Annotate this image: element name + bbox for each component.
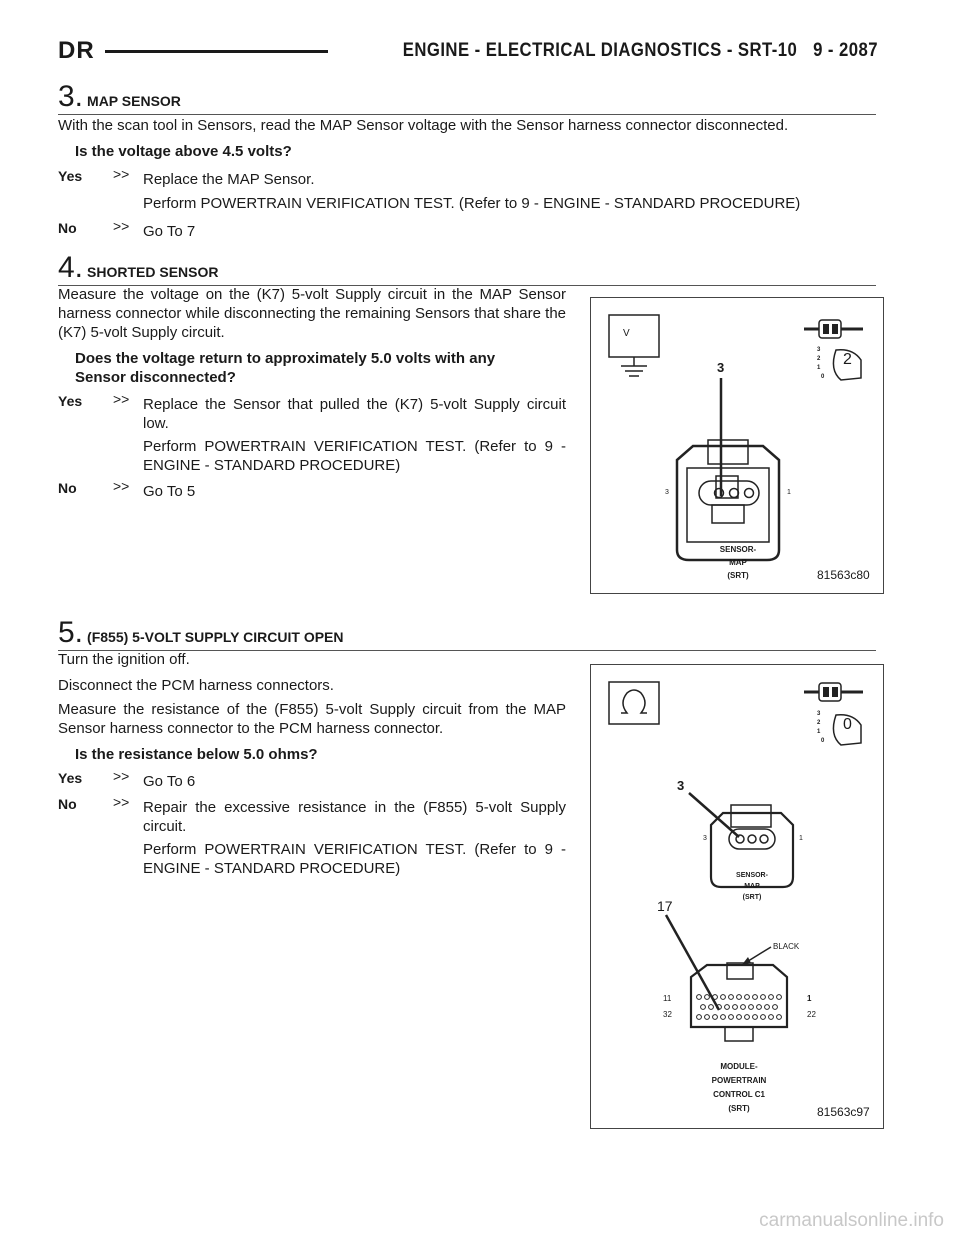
voltmeter-icon: [609, 315, 659, 357]
pcm-label: MODULE- POWERTRAIN CONTROL C1 (SRT): [711, 1062, 767, 1113]
dial-tick-1: 1: [817, 729, 821, 735]
step-5-no-key: No: [58, 796, 77, 812]
step-3-question: Is the voltage above 4.5 volts?: [75, 143, 292, 160]
figure-map-sensor-voltage: [590, 297, 884, 594]
step-4-yes-key: Yes: [58, 393, 83, 409]
wire-color-label: BLACK: [773, 942, 800, 951]
dial-value: 2: [843, 351, 852, 368]
step-3-body: With the scan tool in Sensors, read the MAP Sensor voltage with the Sensor harness connector disconnected.: [58, 117, 789, 134]
pcm-pin-1: 1: [807, 994, 812, 1003]
pin-callout: 3: [717, 360, 725, 375]
dial-tick-3: 3: [817, 711, 821, 717]
dial-tick-2: 2: [817, 356, 821, 362]
step-5-question: Is the resistance below 5.0 ohms?: [75, 746, 318, 763]
step-3-yes-line2: Perform POWERTRAIN VERIFICATION TEST. (Refer to 9 - ENGINE - STANDARD PROCEDURE): [143, 195, 801, 212]
watermark: carmanualsonline.info: [759, 1210, 944, 1231]
step-4-no-line1: Go To 5: [143, 483, 196, 500]
step-4-no-key: No: [58, 480, 77, 496]
dial-value: 0: [843, 716, 852, 733]
pin-callout-sensor: 3: [677, 778, 685, 793]
dial-tick-2: 2: [817, 720, 821, 726]
pin-callout-pcm: 17: [657, 898, 673, 914]
step-3-no-line1: Go To 7: [143, 223, 196, 240]
step-3-no-key: No: [58, 220, 77, 236]
ohm-symbol-icon: [621, 690, 647, 713]
figure-code: 81563c97: [817, 1105, 870, 1119]
pin-label-left: 3: [665, 489, 669, 496]
figure-pcm-resistance: [590, 664, 884, 1129]
step-4-question-line2: Sensor disconnected?: [75, 369, 236, 386]
ignition-key-icon: [804, 683, 863, 701]
dial-tick-3: 3: [817, 347, 821, 353]
arrow: >>: [113, 794, 130, 810]
arrow: >>: [113, 768, 130, 784]
sensor-label: SENSOR- MAP (SRT): [719, 545, 757, 580]
header-title: ENGINE - ELECTRICAL DIAGNOSTICS - SRT-10 9 - 2087: [402, 40, 878, 61]
arrow: >>: [113, 166, 130, 182]
sensor-label: SENSOR- MAP (SRT): [736, 872, 768, 901]
pcm-pin-32: 32: [663, 1010, 672, 1019]
map-sensor-connector-icon: [677, 440, 779, 560]
dial-tick-0: 0: [821, 374, 825, 380]
arrow: >>: [113, 391, 130, 407]
step-5-body-3: Measure the resistance of the (F855) 5-volt Supply circuit from the MAP Sensor harness connector to the PCM harness connector.: [58, 701, 566, 737]
arrow: >>: [113, 478, 130, 494]
voltmeter-label: V: [623, 328, 630, 339]
figure-code: 81563c80: [817, 568, 870, 582]
step-4-yes-line2: Perform POWERTRAIN VERIFICATION TEST. (Refer to 9 - ENGINE - STANDARD PROCEDURE): [143, 438, 566, 474]
step-4-yes-line1: Replace the Sensor that pulled the (K7) 5-volt Supply circuit low.: [143, 396, 566, 432]
header-section: DR: [58, 37, 95, 64]
ohmmeter-icon: [609, 682, 659, 724]
arrow: >>: [113, 218, 130, 234]
pcm-pin-11: 11: [663, 994, 672, 1003]
step-3-yes-line1: Replace the MAP Sensor.: [143, 171, 315, 188]
pin-label-left: 3: [703, 835, 707, 842]
step-4-title: 4. SHORTED SENSOR: [58, 253, 876, 286]
page-header: [58, 36, 878, 66]
step-5-body-2: Disconnect the PCM harness connectors.: [58, 677, 334, 694]
dial-tick-0: 0: [821, 738, 825, 744]
pcm-pin-22: 22: [807, 1010, 816, 1019]
dial-tick-1: 1: [817, 365, 821, 371]
step-5-no-line1: Repair the excessive resistance in the (F855) 5-volt Supply circuit.: [143, 799, 566, 835]
ignition-key-icon: [804, 320, 863, 338]
header-rule: [105, 50, 328, 53]
step-4-body: Measure the voltage on the (K7) 5-volt Supply circuit in the MAP Sensor harness connector while disconnecting the remaining Sensors that share the (K7) 5-volt Supply circuit.: [58, 286, 566, 341]
step-5-title: 5. (F855) 5-VOLT SUPPLY CIRCUIT OPEN: [58, 618, 876, 651]
page-number: 9 - 2087: [813, 40, 878, 61]
pcm-connector-icon: [691, 963, 787, 1041]
step-5-yes-key: Yes: [58, 770, 83, 786]
step-5-no-line2: Perform POWERTRAIN VERIFICATION TEST. (Refer to 9 - ENGINE - STANDARD PROCEDURE): [143, 841, 566, 877]
pin-label-right: 1: [799, 835, 803, 842]
step-5-yes-line1: Go To 6: [143, 773, 196, 790]
pin-label-right: 1: [787, 489, 791, 496]
step-3-title: 3. MAP SENSOR: [58, 82, 876, 115]
step-4-question-line1: Does the voltage return to approximately 5.0 volts with any: [75, 350, 496, 367]
step-5-body-1: Turn the ignition off.: [58, 651, 190, 668]
step-3-yes-key: Yes: [58, 168, 83, 184]
